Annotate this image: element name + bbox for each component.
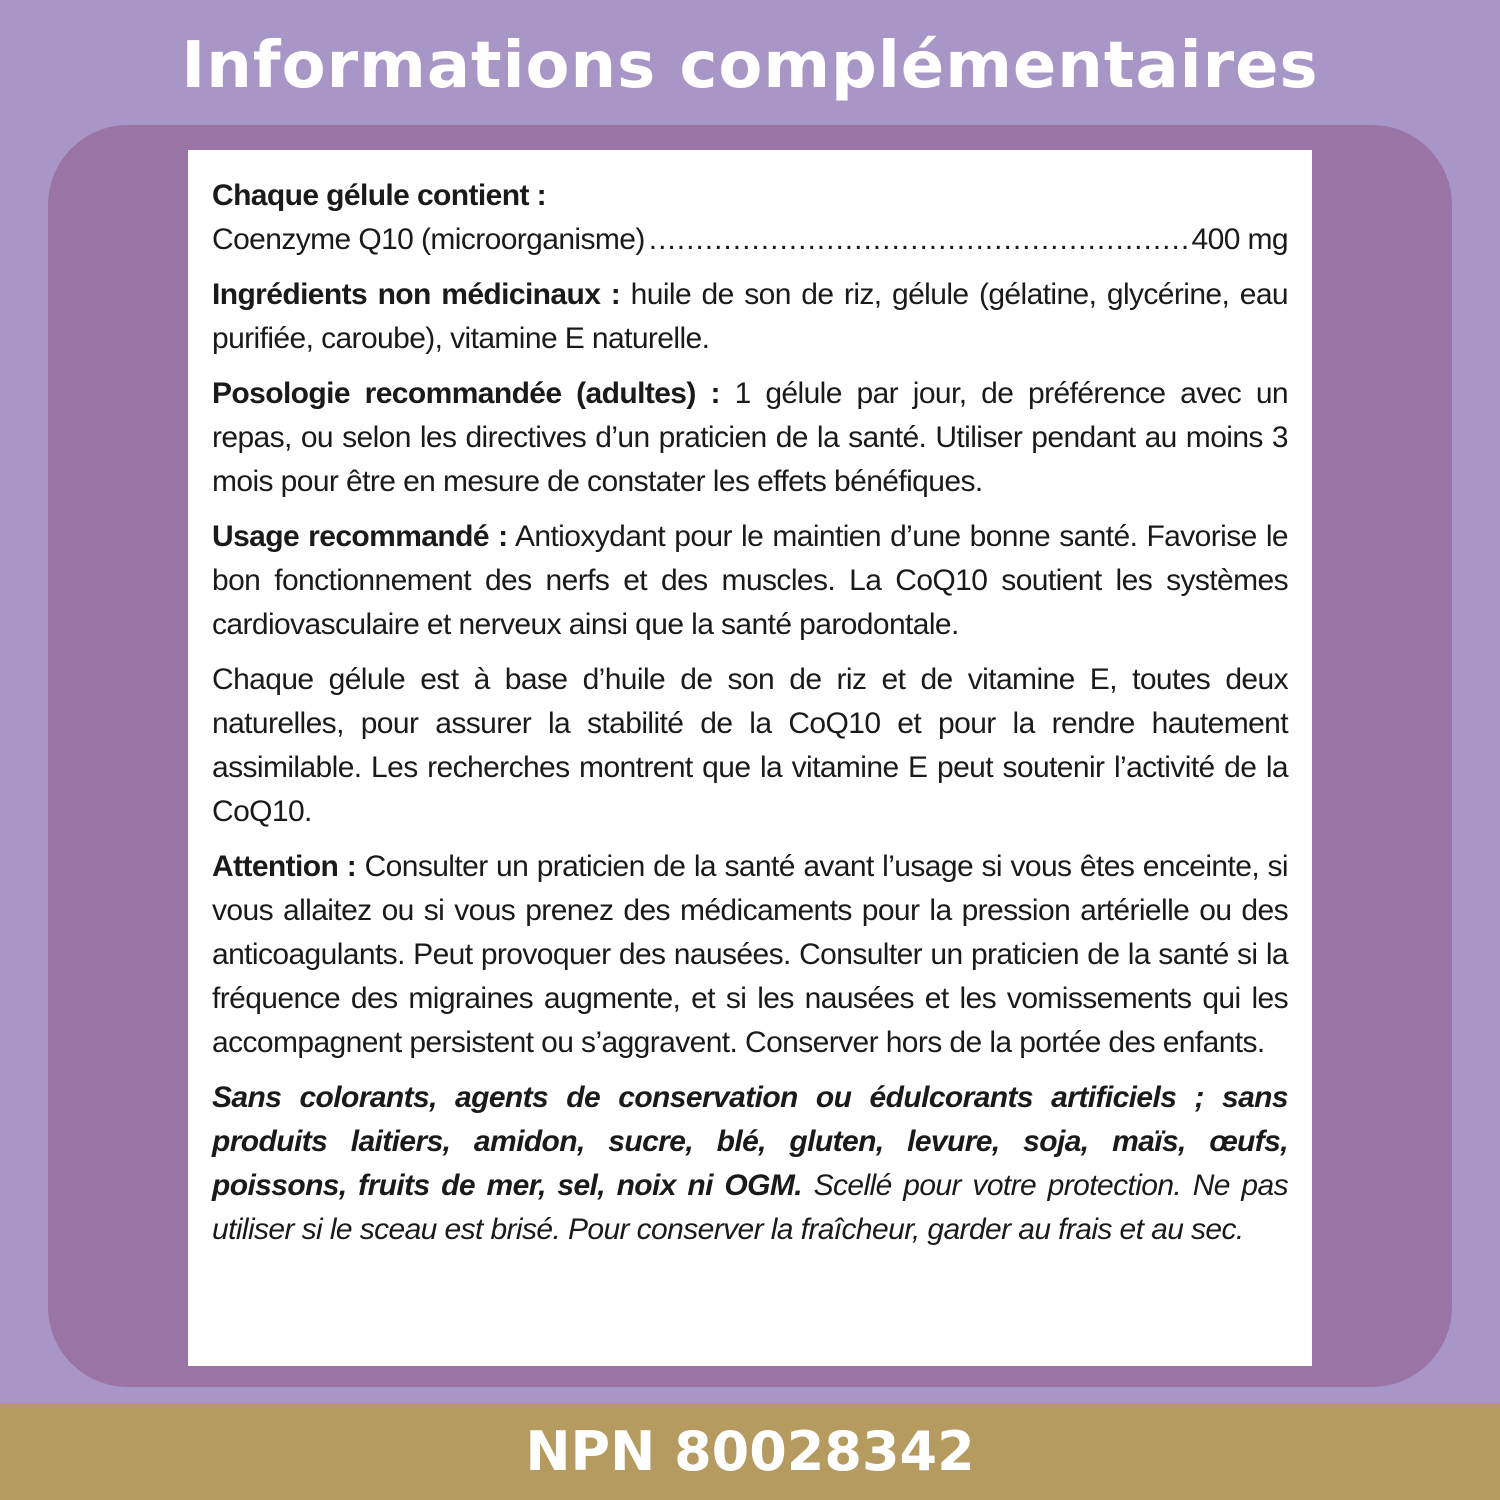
non-medicinal-text: huile de son de riz, gélule (gélatine, glycérine, eau purifiée, caroube), vitamine E naturelle. bbox=[212, 278, 1288, 355]
ingredient-name: Coenzyme Q10 (microorganisme) bbox=[212, 223, 645, 256]
storage-text: Scellé pour votre protection. Ne pas utiliser si le sceau est brisé. Pour conserver la fraîcheur, garder au frais et au sec. bbox=[212, 1169, 1289, 1246]
dot-leader bbox=[649, 218, 1188, 262]
npn-number: NPN 80028342 bbox=[525, 1420, 975, 1483]
recommended-use bbox=[212, 515, 1288, 647]
free-from-statement bbox=[212, 1076, 1288, 1252]
caution bbox=[212, 845, 1288, 1065]
recommended-use-heading: Usage recommandé : bbox=[212, 520, 508, 553]
recommended-dose bbox=[212, 372, 1288, 504]
non-medicinal-heading: Ingrédients non médicinaux : bbox=[212, 278, 621, 311]
ingredient-row bbox=[212, 218, 1288, 262]
page-title: Informations complémentaires bbox=[181, 29, 1319, 103]
footer-band bbox=[0, 1403, 1500, 1500]
caution-text: Consulter un praticien de la santé avant l’usage si vous êtes enceinte, si vous allaitez ou si vous prenez des médicaments pour la pression artérielle ou des anticoagulants. Peut provoquer des nausées. Consulter un praticien de la santé si la fréquence des migraines augmente, et si les nausées et les vomissements qui les accompagnent persistent ou s’aggravent. Conserver hors de la portée des enfants. bbox=[212, 850, 1288, 1059]
contains-heading: Chaque gélule contient : bbox=[212, 179, 546, 212]
ingredient-amount: 400 mg bbox=[1191, 223, 1288, 256]
non-medicinal-ingredients bbox=[212, 273, 1288, 361]
formulation-paragraph: Chaque gélule est à base d’huile de son de riz et de vitamine E, toutes deux naturelles, pour assurer la stabilité de la CoQ10 et pour la rendre hautement assimilable. Les recherches montrent que la vitamine E peut soutenir l’activité de la CoQ10. bbox=[212, 663, 1288, 828]
recommended-dose-heading: Posologie recommandée (adultes) : bbox=[212, 377, 720, 410]
recommended-dose-text: 1 gélule par jour, de préférence avec un repas, ou selon les directives d’un praticien de la santé. Utiliser pendant au moins 3 mois pour être en mesure de constater les effets bénéfiques. bbox=[212, 377, 1288, 498]
supplement-info-card bbox=[188, 150, 1312, 1366]
caution-heading: Attention : bbox=[212, 850, 357, 883]
free-from-bold: Sans colorants, agents de conservation ou édulcorants artificiels ; sans produits laitiers, amidon, sucre, blé, gluten, levure, soja, maïs, œufs, poissons, fruits de mer, sel, noix ni OGM. bbox=[212, 1081, 1288, 1202]
recommended-use-text: Antioxydant pour le maintien d’une bonne santé. Favorise le bon fonctionnement des nerfs et des muscles. La CoQ10 soutient les systèmes cardiovasculaire et nerveux ainsi que la santé parodontale. bbox=[212, 520, 1288, 641]
